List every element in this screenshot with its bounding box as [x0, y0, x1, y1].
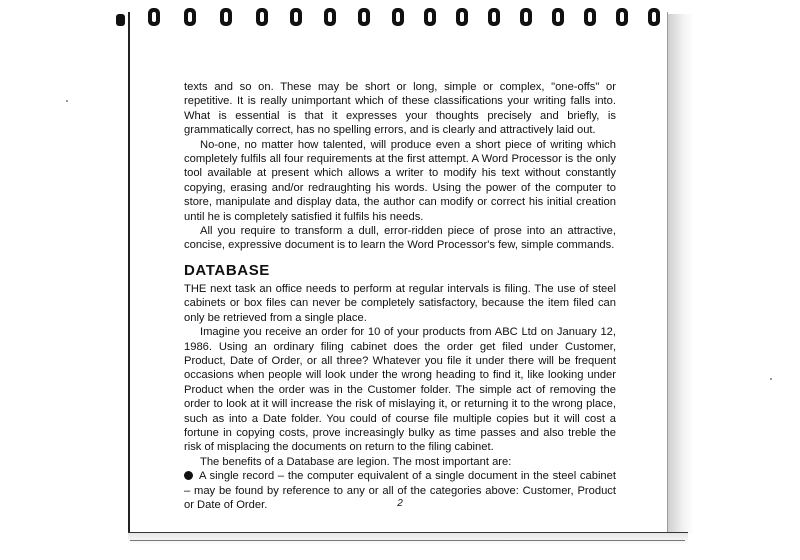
page-number: 2 — [397, 498, 403, 509]
binding-ring-icon — [616, 8, 628, 26]
binding-ring-icon — [520, 8, 532, 26]
page-edge-shadow — [668, 14, 694, 534]
binding-ring-icon — [290, 8, 302, 26]
binding-ring-icon — [184, 8, 196, 26]
paragraph-database-benefits: The benefits of a Database are legion. The most important are: — [200, 455, 512, 468]
scan-speck — [770, 378, 772, 380]
bullet-item-text: A single record – the computer equivalent of a single document in the steel cabinet – may be found by reference to any or all of the categories above: Customer, Product or Date of Order. — [184, 470, 616, 511]
binding-ring-icon — [256, 8, 268, 26]
bullet-icon — [184, 471, 193, 480]
binding-ring-icon — [456, 8, 468, 26]
scan-speck — [66, 100, 68, 102]
binding-ring-icon — [392, 8, 404, 26]
section-heading-database: DATABASE — [184, 261, 270, 279]
binding-ring-icon — [220, 8, 232, 26]
page-stack-line — [130, 540, 685, 541]
page-body-text — [184, 80, 616, 512]
binding-ring-icon — [358, 8, 370, 26]
binding-ring-icon — [648, 8, 660, 26]
binding-ring-icon — [148, 8, 160, 26]
paragraph-word-processor-tool: No-one, no matter how talented, will produce even a short piece of writing which completely fulfils all four requirements at the first attempt. A Word Processor is the only tool available at present which allows a writer to modify his text without constantly copying, erasing and/or redraughting his words. Using the power of the computer to store, manipulate and display data, the author can modify or correct his initial creation until he is completely satisfied it fulfils his needs. — [184, 138, 616, 223]
paragraph-filing-task: THE next task an office needs to perform at regular intervals is filing. The use of steel cabinets or box files can never be completely satisfactory, because the item filed can only be retrieved from a single place. — [184, 282, 616, 324]
binding-ring-icon — [584, 8, 596, 26]
page-stack-bottom — [128, 532, 688, 545]
binding-ring-end-icon — [116, 14, 125, 26]
binding-ring-icon — [488, 8, 500, 26]
paragraph-word-processor-commands: All you require to transform a dull, error-ridden piece of prose into an attractive, concise, expressive document is to learn the Word Processor's few, simple commands. — [184, 225, 616, 252]
binding-ring-icon — [324, 8, 336, 26]
binding-ring-icon — [552, 8, 564, 26]
paragraph-filing-example: Imagine you receive an order for 10 of your products from ABC Ltd on January 12, 1986. Using an ordinary filing cabinet does the order get filed under Customer, Product, Date of Order, or all three? Whatever you file it under there will be frequent occasions when people will look under the wrong heading to find it, like looking under Product when the order was in the Customer folder. The simple act of removing the order to look at it will increase the risk of mislaying it, or returning it to the wrong place, such as into a Date folder. You could of course file multiple copies but it will cost a fortune in copying costs, prove increasingly bulky as time passes and also treble the risk of misplacing the documents on return to the filing cabinet. — [184, 326, 616, 454]
paragraph-word-processing-intro: texts and so on. These may be short or long, simple or complex, "one-offs" or repetitive. It is really unimportant which of these classifications your writing falls into. What is essential is that it expresses your thoughts precisely and briefly, is grammatically correct, has no spelling errors, and is clearly and attractively laid out. — [184, 81, 616, 137]
spiral-binding — [112, 6, 672, 30]
binding-ring-icon — [424, 8, 436, 26]
